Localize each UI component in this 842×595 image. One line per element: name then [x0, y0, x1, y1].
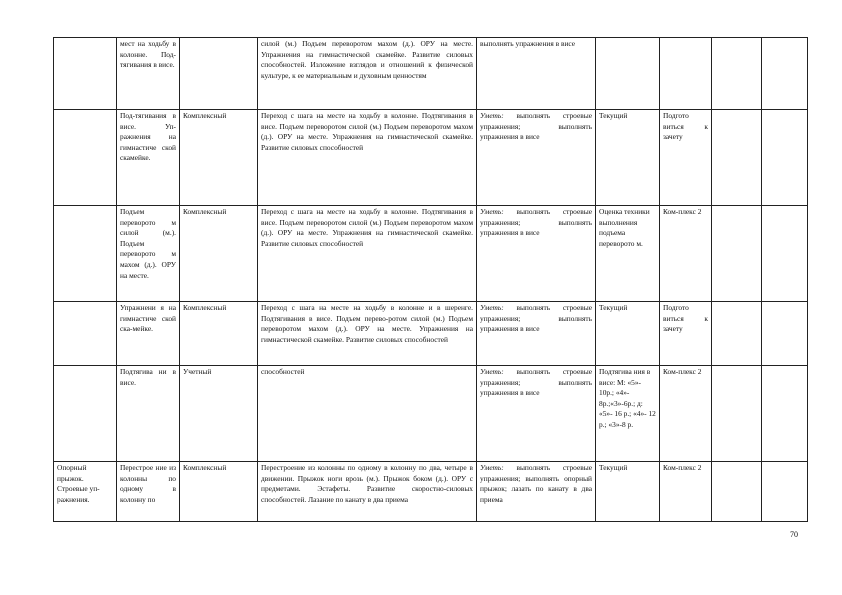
- requirements-label: Уметь:: [480, 111, 504, 120]
- lesson-plan-table: [53, 37, 808, 522]
- lesson-type-cell: Комплексный: [180, 206, 258, 302]
- topic-cell: Подъем переворото м силой (м.). Подъем переворото м махом (д.). ОРУ на месте.: [117, 206, 180, 302]
- requirements-text: выполнять строевые упражнения; выполнять упражнения в висе: [480, 367, 592, 398]
- empty-cell: [712, 302, 762, 366]
- page-number: 70: [790, 530, 798, 539]
- lesson-type-cell: Учетный: [180, 366, 258, 462]
- section-cell: Опорный прыжок. Строевые уп-ражнения.: [54, 462, 117, 522]
- requirements-cell: [477, 462, 596, 522]
- section-cell: [54, 110, 117, 206]
- empty-cell: [762, 302, 808, 366]
- table-row: [54, 302, 808, 366]
- empty-cell: [762, 206, 808, 302]
- homework-cell: Ком-плекс 2: [660, 206, 712, 302]
- table-row: [54, 366, 808, 462]
- empty-cell: [712, 462, 762, 522]
- control-cell: Текущий: [596, 110, 660, 206]
- section-cell: [54, 38, 117, 110]
- table-row: [54, 110, 808, 206]
- table-row: [54, 38, 808, 110]
- lesson-type-cell: Комплексный: [180, 462, 258, 522]
- homework-cell: Ком-плекс 2: [660, 366, 712, 462]
- empty-cell: [712, 206, 762, 302]
- control-cell: Текущий: [596, 302, 660, 366]
- homework-cell: Подгото виться к зачету: [660, 302, 712, 366]
- topic-cell: Под-тягивания в висе. Уп-ражнения на гимнастиче ской скамейке.: [117, 110, 180, 206]
- requirements-text: выполнять строевые упражнения; выполнять упражнения в висе: [480, 303, 592, 334]
- requirements-cell: [477, 38, 596, 110]
- requirements-text: выполнять строевые упражнения; выполнять упражнения в висе: [480, 111, 592, 142]
- homework-cell: Подгото виться к зачету: [660, 110, 712, 206]
- requirements-label: Уметь:: [480, 367, 504, 376]
- topic-cell: мест на ходьбу в колонне. Под-тягивания в висе.: [117, 38, 180, 110]
- requirements-cell: [477, 110, 596, 206]
- empty-cell: [712, 366, 762, 462]
- lesson-type-cell: Комплексный: [180, 110, 258, 206]
- empty-cell: [762, 110, 808, 206]
- lesson-type-cell: Комплексный: [180, 302, 258, 366]
- control-cell: Текущий: [596, 462, 660, 522]
- empty-cell: [762, 462, 808, 522]
- empty-cell: [712, 110, 762, 206]
- content-cell: Переход с шага на месте на ходьбу в колонне и в шеренге. Подтягивания в висе. Подъем перево-ротом силой (м.) Подъем переворотом махом (д.). ОРУ на месте. Упражнения на гимнастической скамейке. Развитие силовых способностей: [258, 302, 477, 366]
- control-cell: Подтягива ния в висе: М: «5»- 10р.; «4»- 8р.;«3»-6р.; д: «5»- 16 р.; «4»- 12 р.; «3»-8 р.: [596, 366, 660, 462]
- homework-cell: Ком-плекс 2: [660, 462, 712, 522]
- requirements-label: Уметь:: [480, 207, 504, 216]
- topic-cell: Подтягива ни в висе.: [117, 366, 180, 462]
- empty-cell: [712, 38, 762, 110]
- requirements-cell: [477, 206, 596, 302]
- lesson-type-cell: [180, 38, 258, 110]
- homework-cell: [660, 38, 712, 110]
- content-cell: способностей: [258, 366, 477, 462]
- table-row: [54, 206, 808, 302]
- empty-cell: [762, 38, 808, 110]
- content-cell: Перестроение из колонны по одному в колонну по два, четыре в движении. Прыжок ноги врозь (м.). Прыжок боком (д.). ОРУ с предметами. Эстафеты. Развитие скоростно-силовых способностей. Лазание по канату в два приема: [258, 462, 477, 522]
- content-cell: Переход с шага на месте на ходьбу в колонне. Подтягивания в висе. Подъем переворотом силой (м.) Подъем переворотом махом (д.). ОРУ на месте. Упражнения на гимнастической скамейке. Развитие силовых способностей: [258, 110, 477, 206]
- table-row: [54, 462, 808, 522]
- control-cell: Оценка техники выполнения подъема переворото м.: [596, 206, 660, 302]
- requirements-text: выполнять упражнения в висе: [480, 39, 576, 48]
- requirements-text: выполнять строевые упражнения; выполнять упражнения в висе: [480, 207, 592, 238]
- topic-cell: Перестрое ние из колонны по одному в колонну по: [117, 462, 180, 522]
- requirements-label: Уметь:: [480, 303, 504, 312]
- section-cell: [54, 302, 117, 366]
- section-cell: [54, 366, 117, 462]
- control-cell: [596, 38, 660, 110]
- empty-cell: [762, 366, 808, 462]
- requirements-cell: [477, 366, 596, 462]
- topic-cell: Упражнени я на гимнастиче ской ска-мейке.: [117, 302, 180, 366]
- requirements-label: Уметь:: [480, 463, 504, 472]
- requirements-cell: [477, 302, 596, 366]
- section-cell: [54, 206, 117, 302]
- requirements-text: выполнять строевые упражнения; выполнять опорный прыжок; лазать по канату в два приема: [480, 463, 592, 504]
- content-cell: силой (м.) Подъем переворотом махом (д.). ОРУ на месте. Упражнения на гимнастической скамейке. Развитие силовых способностей. Изложение взглядов и отношений к физической культуре, к ее материальным и духовным ценностям: [258, 38, 477, 110]
- content-cell: Переход с шага на месте на ходьбу в колонне. Подтягивания в висе. Подъем переворотом силой (м.) Подъем переворотом махом (д.). ОРУ на месте. Упражнения на гимнастической скамейке. Развитие силовых способностей: [258, 206, 477, 302]
